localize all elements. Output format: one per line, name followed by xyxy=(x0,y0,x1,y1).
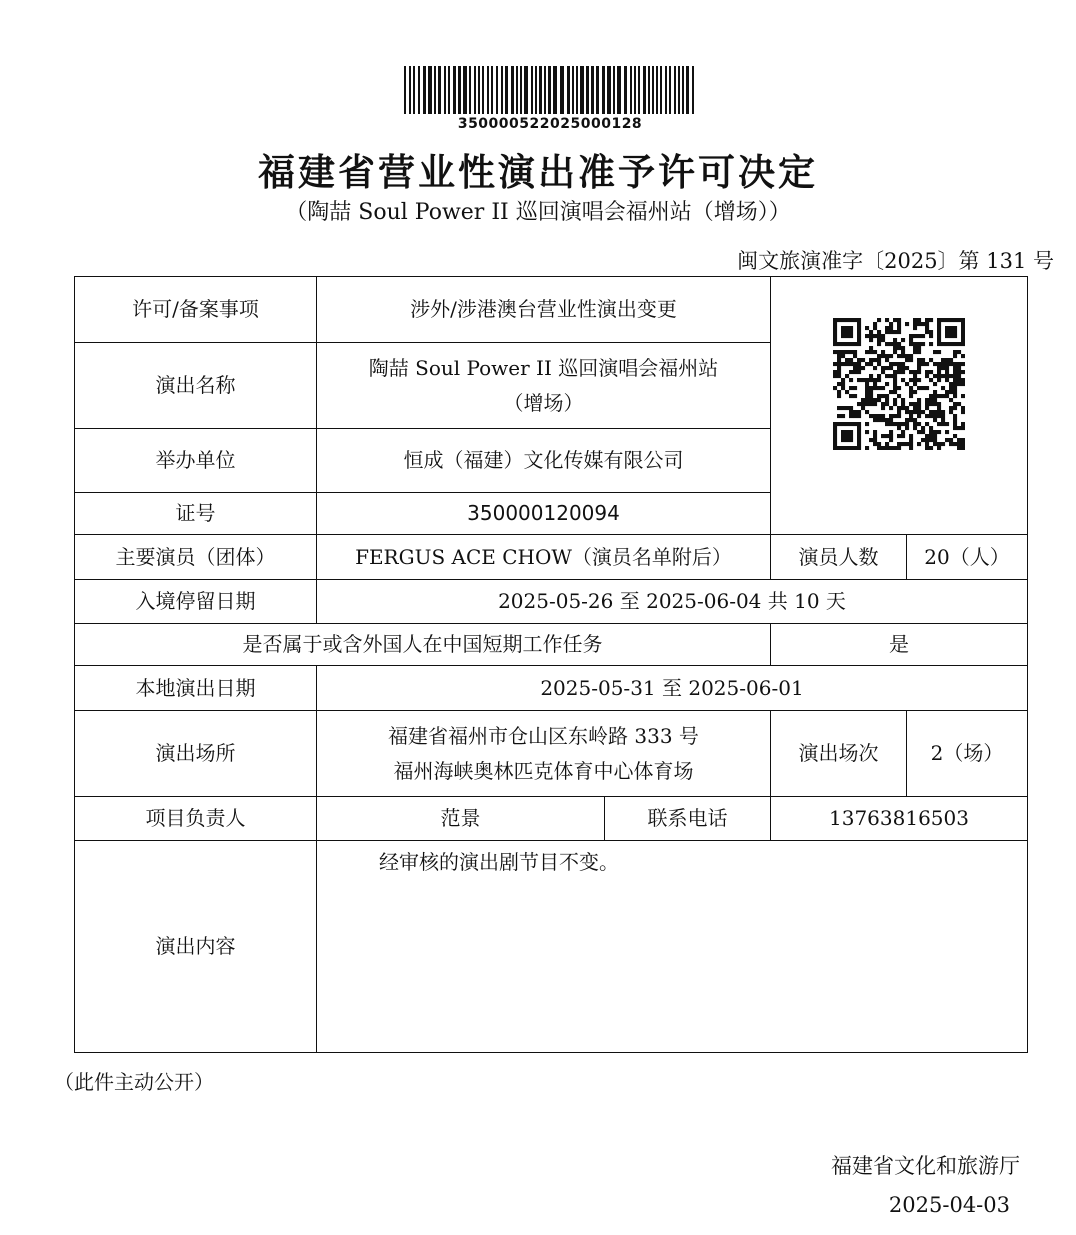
show-name-line2: （增场） xyxy=(503,390,584,415)
permit-item-value: 涉外/涉港澳台营业性演出变更 xyxy=(317,277,771,343)
sessions-value: 2（场） xyxy=(907,711,1028,797)
venue-label: 演出场所 xyxy=(75,711,317,797)
permit-item-label: 许可/备案事项 xyxy=(75,277,317,343)
barcode-image xyxy=(404,66,696,114)
entry-date-value: 2025-05-26 至 2025-06-04 共 10 天 xyxy=(317,580,1028,624)
foreign-work-value: 是 xyxy=(771,624,1028,666)
organizer-label: 举办单位 xyxy=(75,429,317,493)
show-name-label: 演出名称 xyxy=(75,343,317,429)
manager-value: 范景 xyxy=(317,797,605,841)
venue-value xyxy=(317,711,771,797)
phone-value: 13763816503 xyxy=(771,797,1028,841)
public-note: （此件主动公开） xyxy=(54,1070,214,1094)
performer-count-label: 演员人数 xyxy=(771,535,907,580)
organizer-value: 恒成（福建）文化传媒有限公司 xyxy=(317,429,771,493)
performer-count-value: 20（人） xyxy=(907,535,1028,580)
content-label: 演出内容 xyxy=(75,841,317,1053)
document-number: 闽文旅演准字〔2025〕第 131 号 xyxy=(737,249,1054,273)
document-subtitle: （陶喆 Soul Power II 巡回演唱会福州站（增场）） xyxy=(285,200,791,225)
issuer-name: 福建省文化和旅游厅 xyxy=(831,1154,1020,1178)
show-name-value xyxy=(317,343,771,429)
issue-date: 2025-04-03 xyxy=(888,1193,1010,1217)
cert-value: 350000120094 xyxy=(317,493,771,535)
performers-label: 主要演员（团体） xyxy=(75,535,317,580)
qr-code-icon xyxy=(833,318,965,450)
manager-label: 项目负责人 xyxy=(75,797,317,841)
performers-value: FERGUS ACE CHOW（演员名单附后） xyxy=(317,535,771,580)
sessions-label: 演出场次 xyxy=(771,711,907,797)
document-title: 福建省营业性演出准予许可决定 xyxy=(258,151,818,194)
barcode xyxy=(404,66,696,132)
content-value: 经审核的演出剧节目不变。 xyxy=(317,841,1028,1053)
venue-line1: 福建省福州市仓山区东岭路 333 号 xyxy=(388,723,699,748)
foreign-work-label: 是否属于或含外国人在中国短期工作任务 xyxy=(75,624,771,666)
cert-label: 证号 xyxy=(75,493,317,535)
local-date-label: 本地演出日期 xyxy=(75,666,317,711)
phone-label: 联系电话 xyxy=(605,797,771,841)
barcode-number: 350000522025000128 xyxy=(457,116,643,132)
entry-date-label: 入境停留日期 xyxy=(75,580,317,624)
show-name-line1: 陶喆 Soul Power II 巡回演唱会福州站 xyxy=(368,355,719,380)
qr-code-cell xyxy=(771,277,1028,535)
venue-line2: 福州海峡奥林匹克体育中心体育场 xyxy=(393,758,694,783)
permit-table xyxy=(74,276,1028,1053)
local-date-value: 2025-05-31 至 2025-06-01 xyxy=(317,666,1028,711)
